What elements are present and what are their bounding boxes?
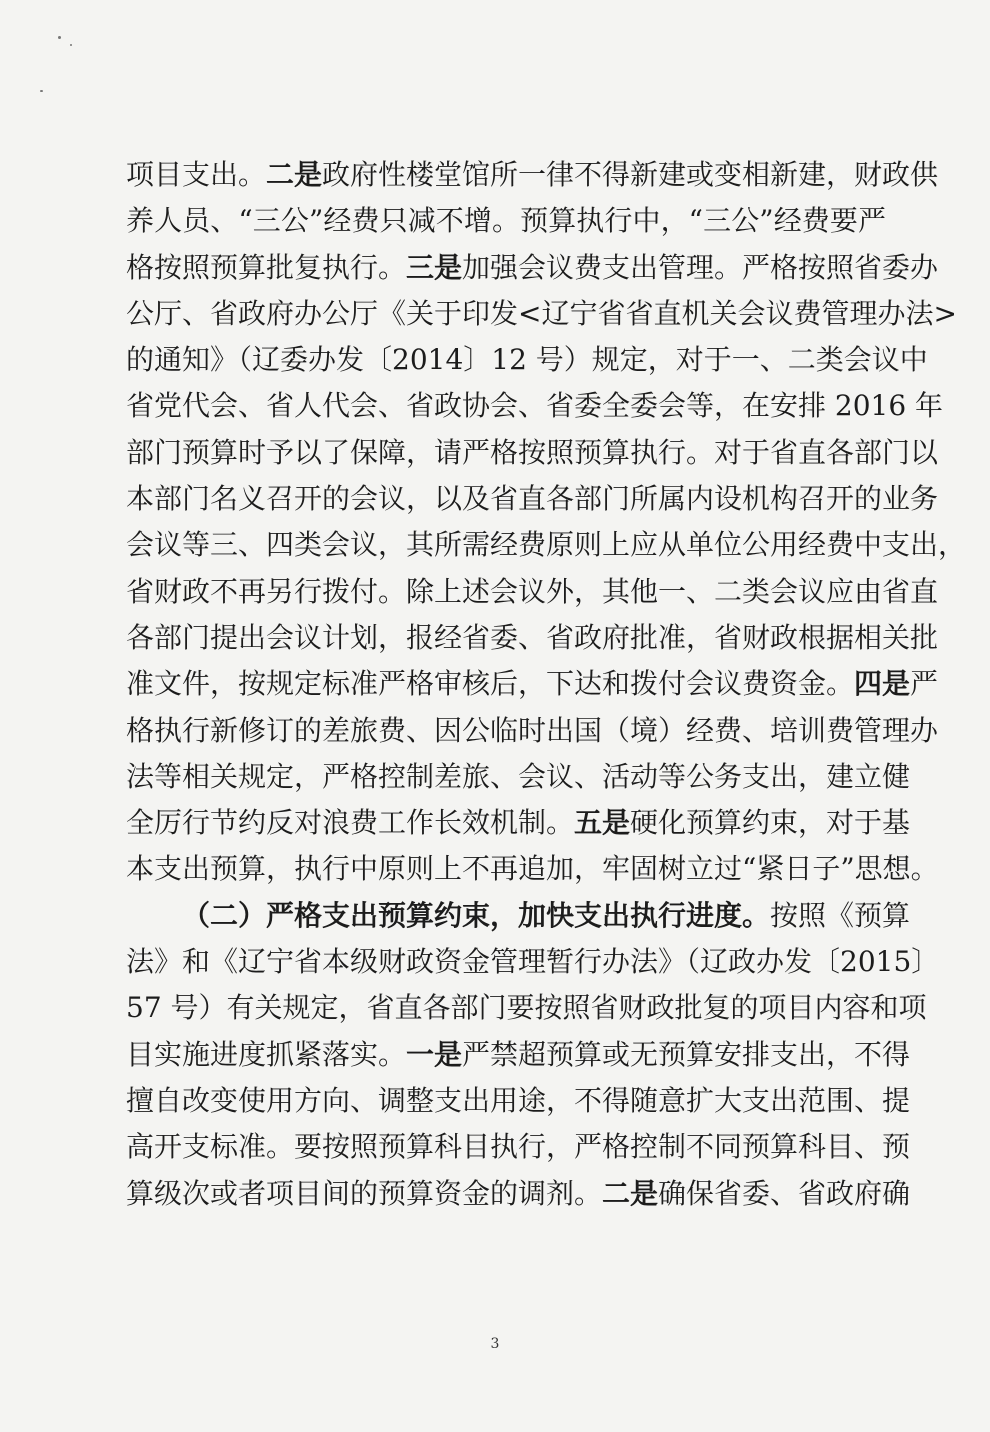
text-segment: 公厅、省政府办公厅《关于印发<辽宁省省直机关会议费管理办法> [126, 296, 957, 330]
text-line [126, 708, 939, 754]
text-segment: 严禁超预算或无预算安排支出，不得 [462, 1037, 911, 1071]
page-number: 3 [490, 1336, 500, 1352]
text-line [126, 754, 911, 800]
text-segment: 加强会议费支出管理。严格按照省委办 [462, 250, 939, 284]
text-segment: 全厉行节约反对浪费工作长效机制。 [126, 806, 575, 840]
text-segment: 部门预算时予以了保障，请严格按照预算执行。对于省直各部门以 [126, 435, 939, 469]
scan-speck [40, 90, 43, 92]
text-segment: 高开支标准。要按照预算科目执行，严格控制不同预算科目、预 [126, 1130, 911, 1164]
text-segment: 格执行新修订的差旅费、因公临时出国（境）经费、培训费管理办 [126, 713, 939, 747]
text-segment: 算级次或者项目间的预算资金的调剂。 [126, 1176, 603, 1210]
text-segment: 会议等三、四类会议，其所需经费原则上应从单位公用经费中支出， [126, 528, 967, 562]
text-line [126, 383, 944, 429]
bold-text: 二是 [266, 158, 323, 191]
text-line [126, 615, 939, 661]
bold-text: （二）严格支出预算约束，加快支出执行进度。 [182, 898, 771, 932]
text-line [126, 985, 927, 1031]
text-segment: 严 [910, 667, 939, 701]
text-segment: 法等相关规定，严格控制差旅、会议、活动等公务支出，建立健 [126, 759, 911, 793]
text-segment: 格按照预算批复执行。 [126, 250, 407, 284]
bold-text: 四是 [854, 667, 911, 701]
text-line [126, 846, 939, 892]
text-segment: 各部门提出会议计划，报经省委、省政府批准，省财政根据相关批 [126, 620, 939, 654]
text-line [126, 1171, 911, 1217]
text-line [126, 476, 939, 522]
text-line [126, 800, 911, 846]
text-line [126, 1124, 911, 1170]
text-segment: 按照《预算 [770, 898, 911, 932]
bold-text: 五是 [574, 806, 631, 840]
text-line [126, 291, 957, 337]
text-segment: 本部门名义召开的会议，以及省直各部门所属内设机构召开的业务 [126, 482, 939, 516]
text-segment: 省党代会、省人代会、省政协会、省委全委会等，在安排 2016 年 [126, 389, 944, 423]
text-line [126, 893, 911, 939]
text-line [126, 198, 886, 244]
text-segment: 硬化预算约束，对于基 [630, 806, 911, 840]
text-line [126, 245, 939, 291]
bold-text: 二是 [602, 1176, 659, 1210]
text-line [126, 569, 939, 615]
text-segment: 政府性楼堂馆所一律不得新建或变相新建，财政供 [322, 158, 939, 191]
text-segment: 57 号）有关规定，省直各部门要按照省财政批复的项目内容和项 [126, 991, 927, 1025]
text-segment: 的通知》（辽委办发〔2014〕12 号）规定，对于一、二类会议中 [126, 343, 928, 377]
text-segment: 确保省委、省政府确 [658, 1176, 911, 1210]
text-line [126, 337, 928, 383]
text-segment: 准文件，按规定标准严格审核后，下达和拨付会议费资金。 [126, 667, 855, 701]
text-line [126, 1032, 911, 1078]
text-line [126, 430, 939, 476]
bold-text: 三是 [406, 250, 463, 284]
text-line [126, 661, 939, 707]
scan-speck [58, 36, 61, 39]
text-segment: 项目支出。 [126, 158, 267, 191]
text-segment: 本支出预算，执行中原则上不再追加，牢固树立过“紧日子”思想。 [126, 852, 939, 886]
text-line [126, 522, 967, 568]
scan-speck [70, 44, 72, 46]
text-line [126, 152, 939, 198]
text-segment: 目实施进度抓紧落实。 [126, 1037, 407, 1071]
body-text [126, 152, 967, 1217]
text-line [126, 939, 940, 985]
text-segment: 养人员、“三公”经费只减不增。预算执行中，“三公”经费要严 [126, 204, 886, 238]
text-line [126, 1078, 911, 1124]
text-segment: 省财政不再另行拨付。除上述会议外，其他一、二类会议应由省直 [126, 574, 939, 608]
text-segment: 擅自改变使用方向、调整支出用途，不得随意扩大支出范围、提 [126, 1083, 911, 1117]
bold-text: 一是 [406, 1037, 463, 1071]
text-segment: 法》和《辽宁省本级财政资金管理暂行办法》（辽政办发〔2015〕 [126, 945, 940, 979]
